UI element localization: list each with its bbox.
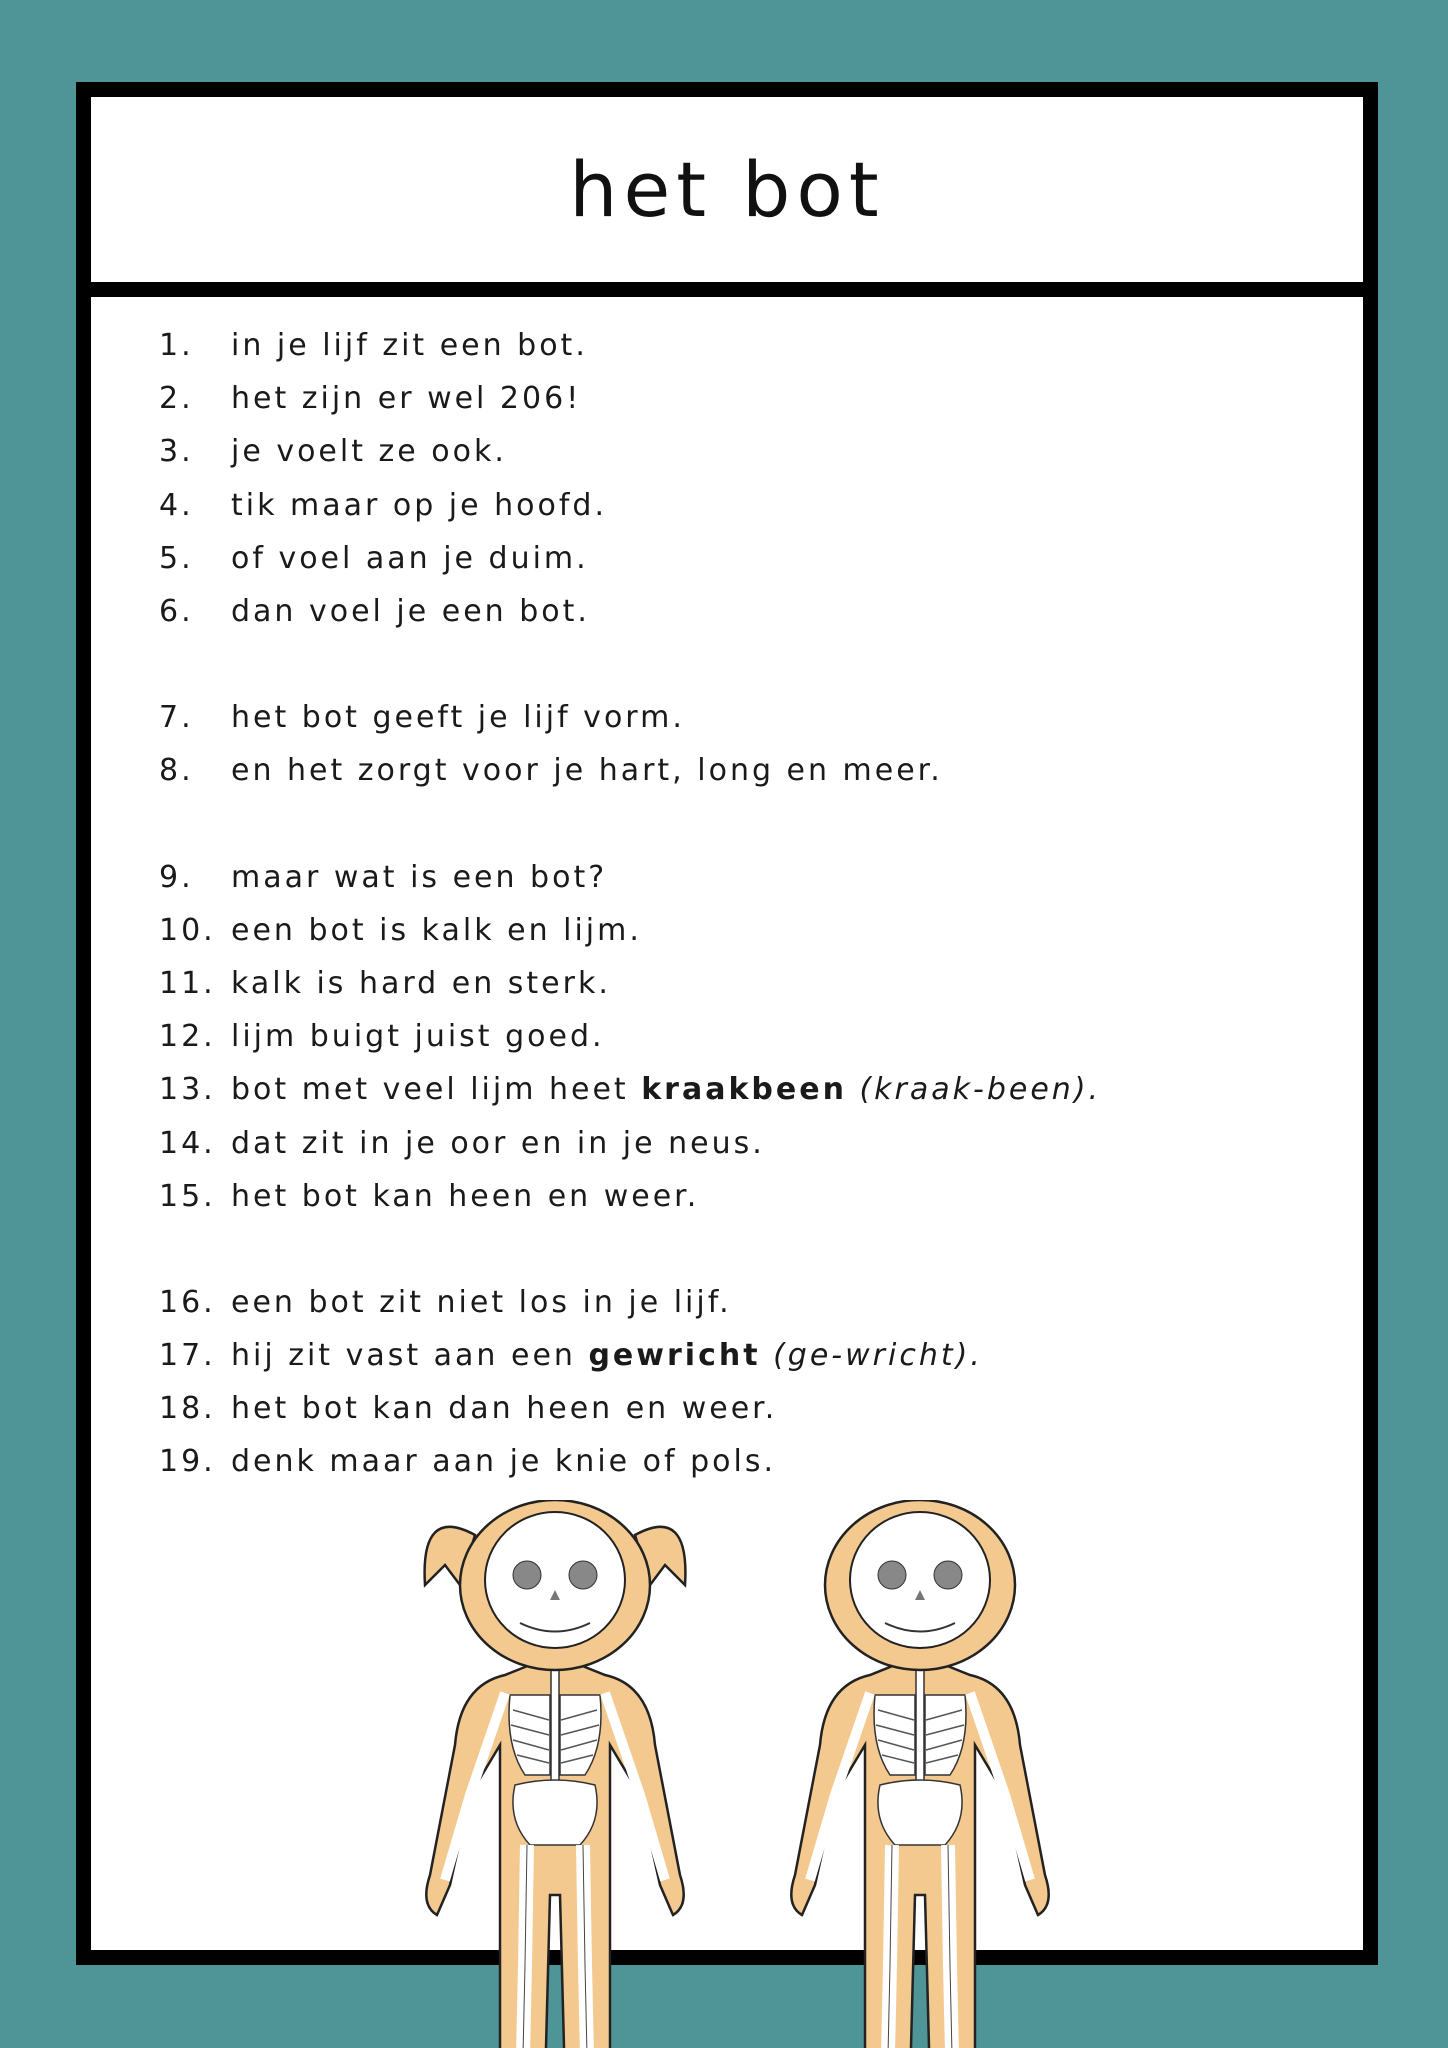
line-text: het bot kan dan heen en weer. [231,1391,778,1427]
line-text: een bot is kalk en lijm. [231,912,642,948]
list-item [159,957,1101,1010]
line-number: 10. [159,912,216,948]
line-text: dat zit in je oor en in je neus. [231,1125,765,1161]
list-item [159,1010,1101,1063]
list-item [159,1435,1101,1488]
line-number: 19. [159,1444,216,1480]
line-text: maar wat is een bot? [231,859,608,895]
list-item [159,1116,1101,1169]
pronunciation-hint: (ge-wricht). [760,1338,983,1374]
line-text: tik maar op je hoofd. [231,487,607,523]
line-number: 1. [159,328,194,364]
line-number: 15. [159,1178,216,1214]
line-number: 5. [159,540,194,576]
list-item [159,1382,1101,1435]
line-number: 13. [159,1072,216,1108]
line-text: het bot kan heen en weer. [231,1178,700,1214]
list-item [159,585,1101,638]
list-item [159,479,1101,532]
line-text: kalk is hard en sterk. [231,965,611,1001]
line-text: lijm buigt juist goed. [231,1019,605,1055]
list-item [159,425,1101,478]
line-number: 17. [159,1338,216,1374]
line-text: denk maar aan je knie of pols. [231,1444,776,1480]
list-item [159,691,1101,744]
line-text: je voelt ze ook. [231,434,507,470]
page-title: het bot [569,145,885,234]
list-item [159,851,1101,904]
line-number: 8. [159,753,194,789]
line-text: en het zorgt voor je hart, long en meer. [231,753,943,789]
line-number: 11. [159,965,216,1001]
list-item [159,532,1101,585]
line-number: 4. [159,487,194,523]
line-number: 3. [159,434,194,470]
line-text: in je lijf zit een bot. [231,328,588,364]
line-number: 12. [159,1019,216,1055]
line-number: 18. [159,1391,216,1427]
list-item [159,1329,1101,1382]
line-text: een bot zit niet los in je lijf. [231,1284,732,1320]
list-item [159,744,1101,797]
list-item [159,319,1101,372]
line-text: dan voel je een bot. [231,594,590,630]
pronunciation-hint: (kraak-been). [846,1072,1102,1108]
line-text: het zijn er wel 206! [231,381,582,417]
list-item [159,372,1101,425]
line-number: 9. [159,859,194,895]
line-number: 2. [159,381,194,417]
line-number: 7. [159,700,194,736]
line-text: het bot geeft je lijf vorm. [231,700,685,736]
line-text: bot met veel lijm heet [231,1072,642,1108]
list-item [159,904,1101,957]
line-number: 6. [159,594,194,630]
title-box [91,97,1363,297]
line-text: hij zit vast aan een [231,1338,589,1374]
line-number: 16. [159,1284,216,1320]
bold-term: gewricht [588,1338,761,1374]
list-item [159,1170,1101,1223]
bold-term: kraakbeen [641,1072,847,1108]
line-number: 14. [159,1125,216,1161]
boy-skeleton-figure [791,1500,1048,2048]
list-item [159,1063,1101,1116]
line-text: of voel aan je duim. [231,540,589,576]
girl-skeleton-figure [425,1500,686,2048]
sentence-list [159,319,1101,1489]
list-item [159,1276,1101,1329]
skeleton-children-illustration [400,1500,1100,2048]
